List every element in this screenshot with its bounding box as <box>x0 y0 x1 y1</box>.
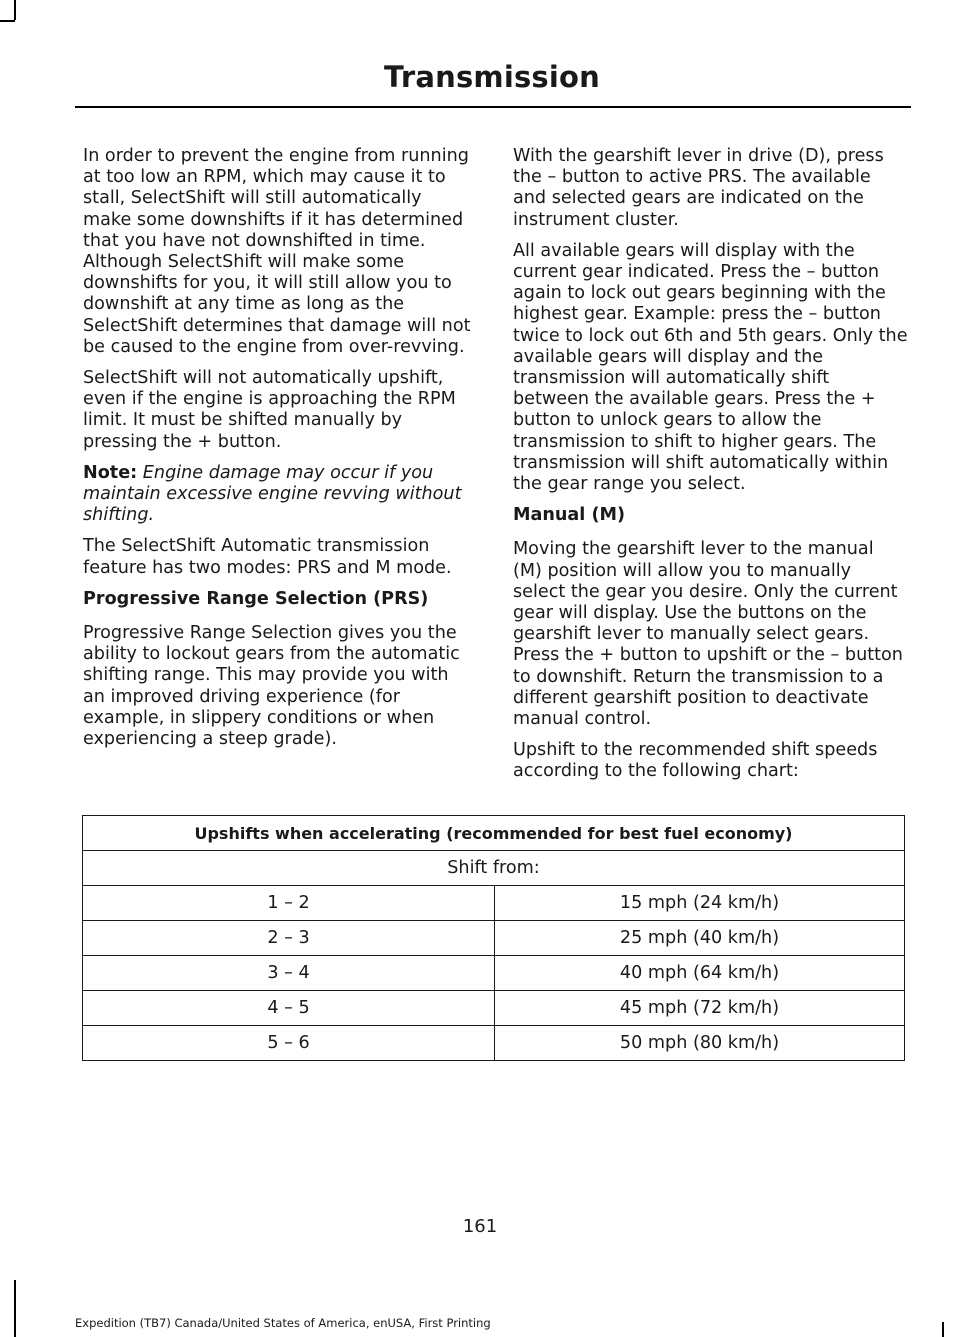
speed-cell: 25 mph (40 km/h) <box>495 921 905 956</box>
note-label: Note: <box>83 462 138 483</box>
paragraph-upshift: SelectShift will not automatically upshift, even if the engine is approaching the RPM limit. It must be shifted manually by pressing the + button. <box>83 368 456 452</box>
table-row <box>83 886 905 921</box>
crop-mark-top-left-v <box>14 0 16 20</box>
page-number: 161 <box>462 1216 498 1237</box>
paragraph-activate-prs: With the gearshift lever in drive (D), press the – button to active PRS. The available and selected gears are indicated on the instrument cluster. <box>513 146 884 230</box>
footer-text: Expedition (TB7) Canada/United States of America, enUSA, First Printing <box>75 1316 491 1330</box>
gear-cell: 4 – 5 <box>83 991 495 1026</box>
table-subheader: Shift from: <box>83 851 905 886</box>
speed-cell: 15 mph (24 km/h) <box>495 886 905 921</box>
page-title: Transmission <box>384 60 600 94</box>
paragraph-modes: The SelectShift Automatic transmission feature has two modes: PRS and M mode. <box>83 536 452 578</box>
note-text: Engine damage may occur if you maintain excessive engine revving without shifting. <box>83 462 462 526</box>
paragraph-chart-intro: Upshift to the recommended shift speeds according to the following chart: <box>513 740 878 782</box>
gear-cell: 2 – 3 <box>83 921 495 956</box>
table-row <box>83 921 905 956</box>
table-row <box>83 1026 905 1061</box>
left-column <box>83 146 475 760</box>
gear-cell: 3 – 4 <box>83 956 495 991</box>
crop-mark-top-left-h <box>0 20 15 22</box>
heading-prs: Progressive Range Selection (PRS) <box>83 588 429 609</box>
heading-manual: Manual (M) <box>513 505 626 526</box>
table-row <box>83 991 905 1026</box>
upshift-table <box>82 815 905 1061</box>
crop-mark-bottom-left-v <box>14 1280 16 1337</box>
table-title-row <box>83 816 905 851</box>
header-rule <box>75 106 911 108</box>
paragraph-manual: Moving the gearshift lever to the manual (M) position will allow you to manually select the gear you desire. Only the current gear will display. Use the buttons on the gearshift lever to manually select gears. Press the + button to upshift or the – button to downshift. Return the transmission to a different gearshift position to deactivate manual control. <box>513 539 903 730</box>
table-row <box>83 956 905 991</box>
gear-cell: 5 – 6 <box>83 1026 495 1061</box>
table-subheader-row <box>83 851 905 886</box>
speed-cell: 50 mph (80 km/h) <box>495 1026 905 1061</box>
crop-mark-bottom-right-v <box>942 1322 944 1337</box>
speed-cell: 45 mph (72 km/h) <box>495 991 905 1026</box>
right-column <box>513 146 908 793</box>
speed-cell: 40 mph (64 km/h) <box>495 956 905 991</box>
paragraph-gears-display: All available gears will display with the current gear indicated. Press the – button again to lock out gears beginning with the highest gear. Example: press the – button twice to lock out 6th and 5th gears. Only the available gears will display and the transmission will automatically shift between the available gears. Press the + button to unlock gears to allow the transmission to shift to higher gears. The transmission will shift automatically within the gear range you select. <box>513 240 908 495</box>
paragraph-prs: Progressive Range Selection gives you the ability to lockout gears from the automatic shifting range. This may provide you with an improved driving experience (for example, in slippery conditions or when experiencing a steep grade). <box>83 623 460 750</box>
paragraph-downshift: In order to prevent the engine from running at too low an RPM, which may cause it to stall, SelectShift will still automatically make some downshifts if it has determined that you have not downshifted in time. Although SelectShift will make some downshifts for you, it will still allow you to downshift at any time as long as the SelectShift determines that damage will not be caused to the engine from over-revving. <box>83 146 471 357</box>
table-title: Upshifts when accelerating (recommended for best fuel economy) <box>83 816 905 851</box>
gear-cell: 1 – 2 <box>83 886 495 921</box>
note <box>83 463 475 527</box>
